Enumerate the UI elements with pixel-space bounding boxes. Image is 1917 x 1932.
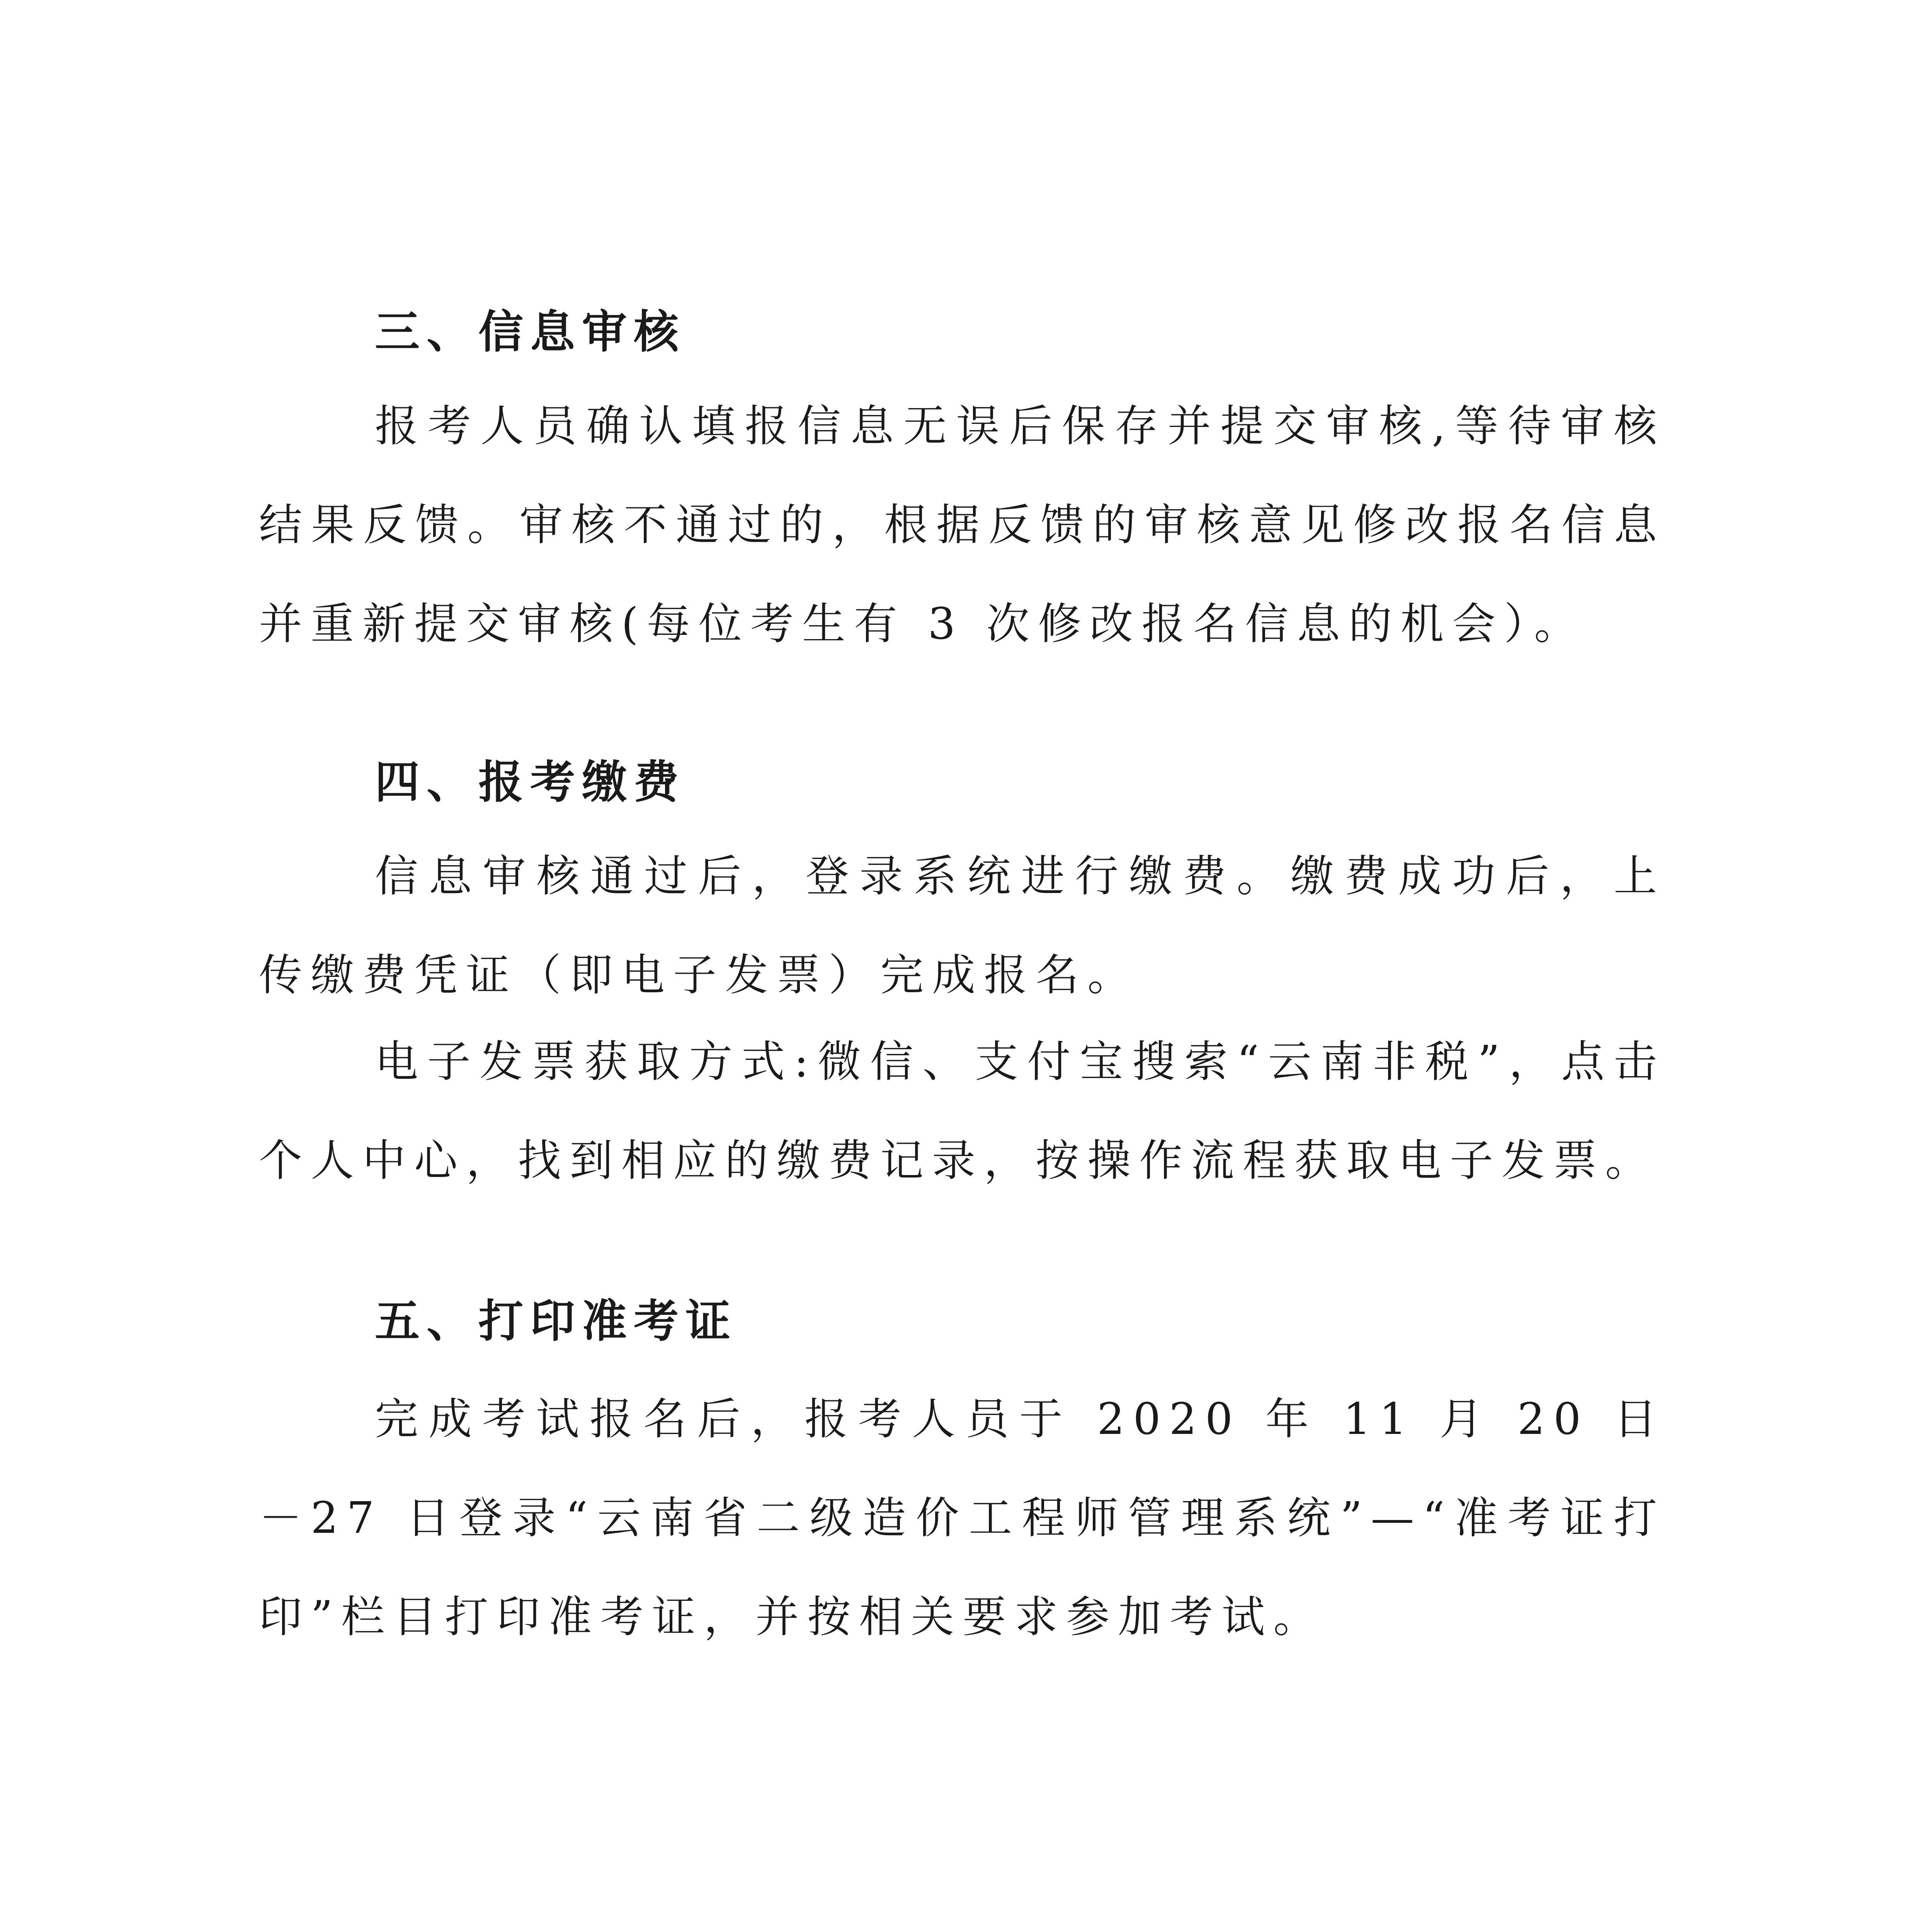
paragraph-info-review: 报考人员确认填报信息无误后保存并提交审核,等待审核结果反馈。审核不通过的，根据反馈的审核意见修改报名信息并重新提交审核(每位考生有 3 次修改报名信息的机会）。 [259, 401, 1665, 649]
paragraph-admission-ticket: 完成考试报名后，报考人员于 2020 年 11 月 20 日－27 日登录“云南省二级造价工程师管理系统”—“准考证打印”栏目打印准考证，并按相关要求参加考试。 [259, 1394, 1665, 1642]
paragraph-e-invoice: 电子发票获取方式:微信、支付宝搜索“云南非税”，点击个人中心，找到相应的缴费记录，按操作流程获取电子发票。 [259, 1037, 1665, 1186]
section-heading-admission-ticket: 五、打印准考证 [375, 1295, 737, 1347]
paragraph-payment: 信息审核通过后，登录系统进行缴费。缴费成功后，上传缴费凭证（即电子发票）完成报名。 [259, 851, 1665, 1000]
section-heading-info-review: 三、信息审核 [375, 306, 685, 358]
section-heading-payment: 四、报考缴费 [375, 756, 685, 808]
